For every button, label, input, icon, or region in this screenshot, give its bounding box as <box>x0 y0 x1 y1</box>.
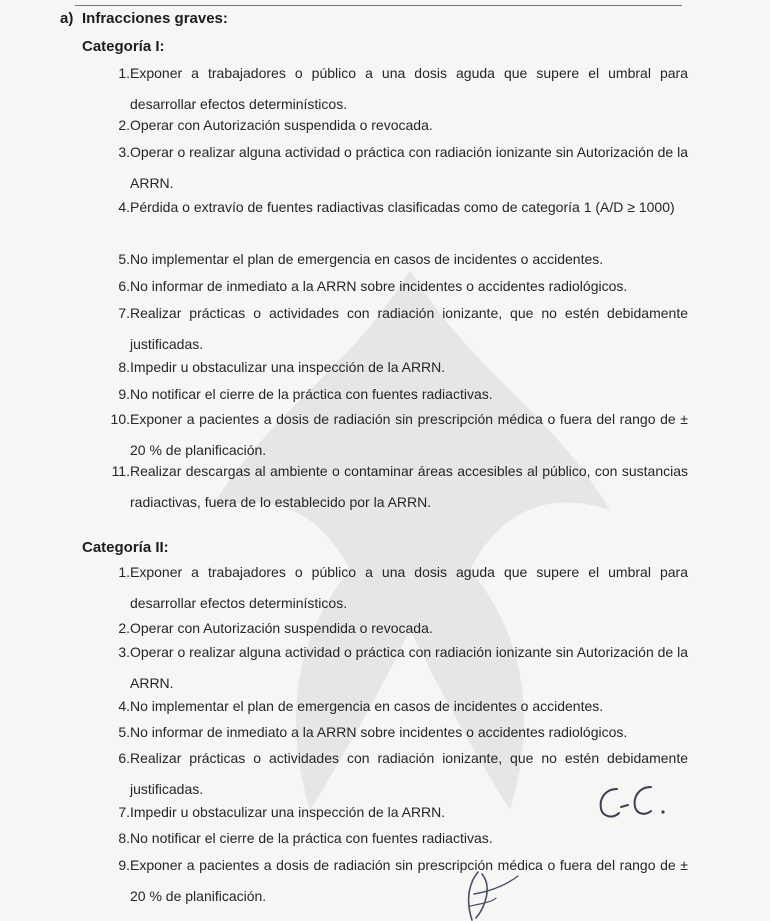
item-text: No implementar el plan de emergencia en casos de incidentes o accidentes. <box>130 698 604 714</box>
item-text: Exponer a trabajadores o público a una dosis aguda que supere el umbral para desarrollar efectos determinísticos. <box>130 564 688 611</box>
cat1-item-7 <box>104 298 688 360</box>
section-title-text: Infracciones graves: <box>82 10 228 27</box>
item-number: 4. <box>118 199 130 215</box>
item-number: 1. <box>118 564 130 580</box>
item-number: 9. <box>118 857 130 873</box>
category-2-title: Categoría II: <box>82 539 169 556</box>
top-rule <box>75 5 682 6</box>
section-heading <box>60 10 228 27</box>
item-text: Realizar prácticas o actividades con radiación ionizante, que no estén debidamente justificadas. <box>130 750 688 797</box>
section-marker: a) <box>60 10 74 27</box>
item-number: 2. <box>118 620 130 636</box>
item-text: Operar o realizar alguna actividad o práctica con radiación ionizante sin Autorización de la ARRN. <box>130 644 688 691</box>
item-number: 8. <box>118 830 130 846</box>
item-number: 1. <box>118 65 130 81</box>
item-number: 11. <box>111 463 130 479</box>
item-text: No notificar el cierre de la práctica con fuentes radiactivas. <box>130 386 493 402</box>
item-text: Operar con Autorización suspendida o revocada. <box>130 117 433 133</box>
item-text: No informar de inmediato a la ARRN sobre incidentes o accidentes radiológicos. <box>130 724 628 740</box>
item-number: 2. <box>118 117 130 133</box>
item-text: Exponer a pacientes a dosis de radiación sin prescripción médica o fuera del rango de ± 20 % de planificación. <box>130 411 688 458</box>
item-text: Pérdida o extravío de fuentes radiactivas clasificadas como de categoría 1 (A/D ≥ 1000) <box>130 199 675 215</box>
item-number: 7. <box>118 305 130 321</box>
item-text: Exponer a pacientes a dosis de radiación sin prescripción médica o fuera del rango de ± 20 % de planificación. <box>130 857 688 904</box>
item-text: Exponer a trabajadores o público a una dosis aguda que supere el umbral para desarrollar efectos determinísticos. <box>130 65 688 112</box>
item-text: Realizar prácticas o actividades con radiación ionizante, que no estén debidamente justificadas. <box>130 305 688 352</box>
cat2-item-3 <box>104 637 688 699</box>
item-number: 4. <box>118 698 130 714</box>
item-text: Operar o realizar alguna actividad o práctica con radiación ionizante sin Autorización de la ARRN. <box>130 144 688 191</box>
item-number: 6. <box>118 750 130 766</box>
cat1-item-3 <box>104 137 688 199</box>
cat1-item-11 <box>104 456 688 518</box>
item-text: No implementar el plan de emergencia en casos de incidentes o accidentes. <box>130 251 604 267</box>
cat1-item-4 <box>104 192 688 223</box>
item-number: 3. <box>118 644 130 660</box>
cat2-item-1 <box>104 557 688 619</box>
item-number: 6. <box>118 278 130 294</box>
item-number: 5. <box>118 251 130 267</box>
item-text: No informar de inmediato a la ARRN sobre incidentes o accidentes radiológicos. <box>130 278 628 294</box>
item-number: 7. <box>118 804 130 820</box>
item-text: No notificar el cierre de la práctica con fuentes radiactivas. <box>130 830 493 846</box>
item-number: 8. <box>118 359 130 375</box>
cat2-item-9 <box>104 850 688 912</box>
category-1-title: Categoría I: <box>82 38 165 55</box>
item-text: Impedir u obstaculizar una inspección de la ARRN. <box>130 804 446 820</box>
item-number: 5. <box>118 724 130 740</box>
item-text: Impedir u obstaculizar una inspección de la ARRN. <box>130 359 446 375</box>
item-number: 9. <box>118 386 130 402</box>
handwritten-initials <box>595 783 675 823</box>
item-text: Operar con Autorización suspendida o revocada. <box>130 620 433 636</box>
item-number: 3. <box>118 144 130 160</box>
item-text: Realizar descargas al ambiente o contaminar áreas accesibles al público, con sustancias radiactivas, fuera de lo establecido por la ARRN. <box>130 463 688 510</box>
item-number: 10. <box>110 411 130 427</box>
signature-flourish <box>452 862 532 921</box>
